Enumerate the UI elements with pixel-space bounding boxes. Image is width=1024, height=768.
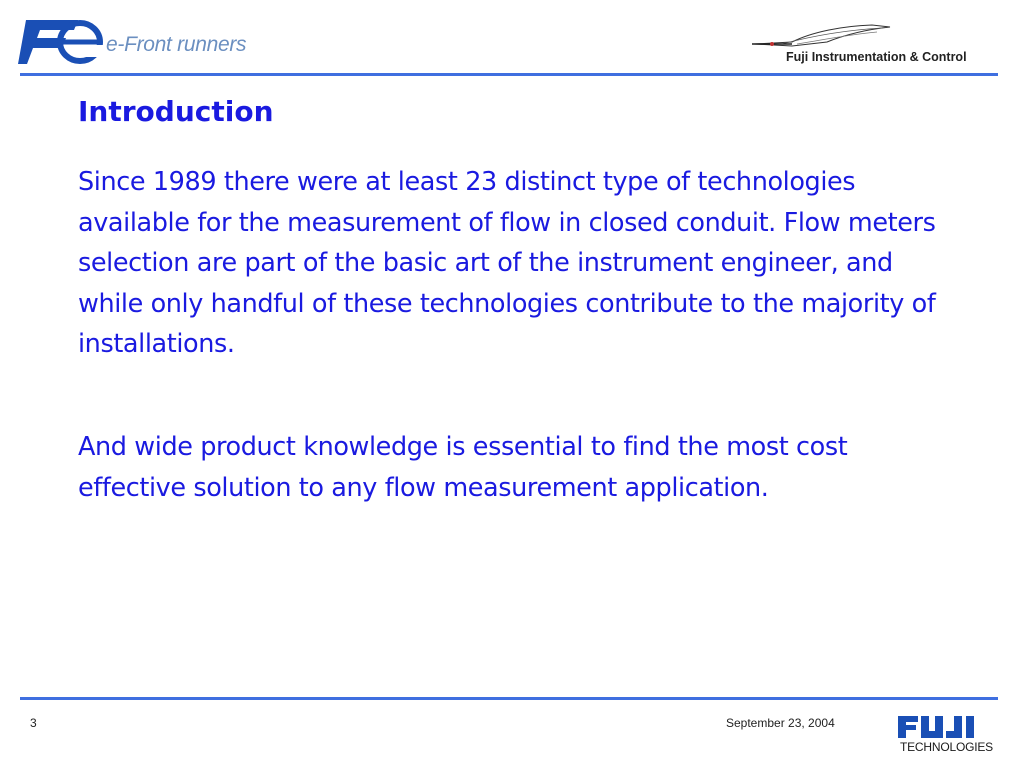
page-number: 3 [30,716,37,730]
company-name: Fuji Instrumentation & Control [786,50,967,64]
slide-title: Introduction [78,95,274,128]
tagline: e-Front runners [106,33,247,56]
header-divider [20,73,998,76]
paragraph-2: And wide product knowledge is essential to find the most cost effective solution to any flow measurement application. [78,432,848,503]
fe-logo-icon [18,12,108,70]
jet-icon [752,22,892,52]
paragraph-1: Since 1989 there were at least 23 distinct type of technologies available for the measurement of flow in closed conduit. Flow meters selection are part of the basic art of the instrument engineer, and while only handful of these technologies contribute to the majority of installations. [78,167,936,359]
fuji-logo-icon [898,716,984,738]
footer-divider [20,697,998,700]
footer-date: September 23, 2004 [726,716,835,730]
brand-subtitle: TECHNOLOGIES [900,740,993,754]
